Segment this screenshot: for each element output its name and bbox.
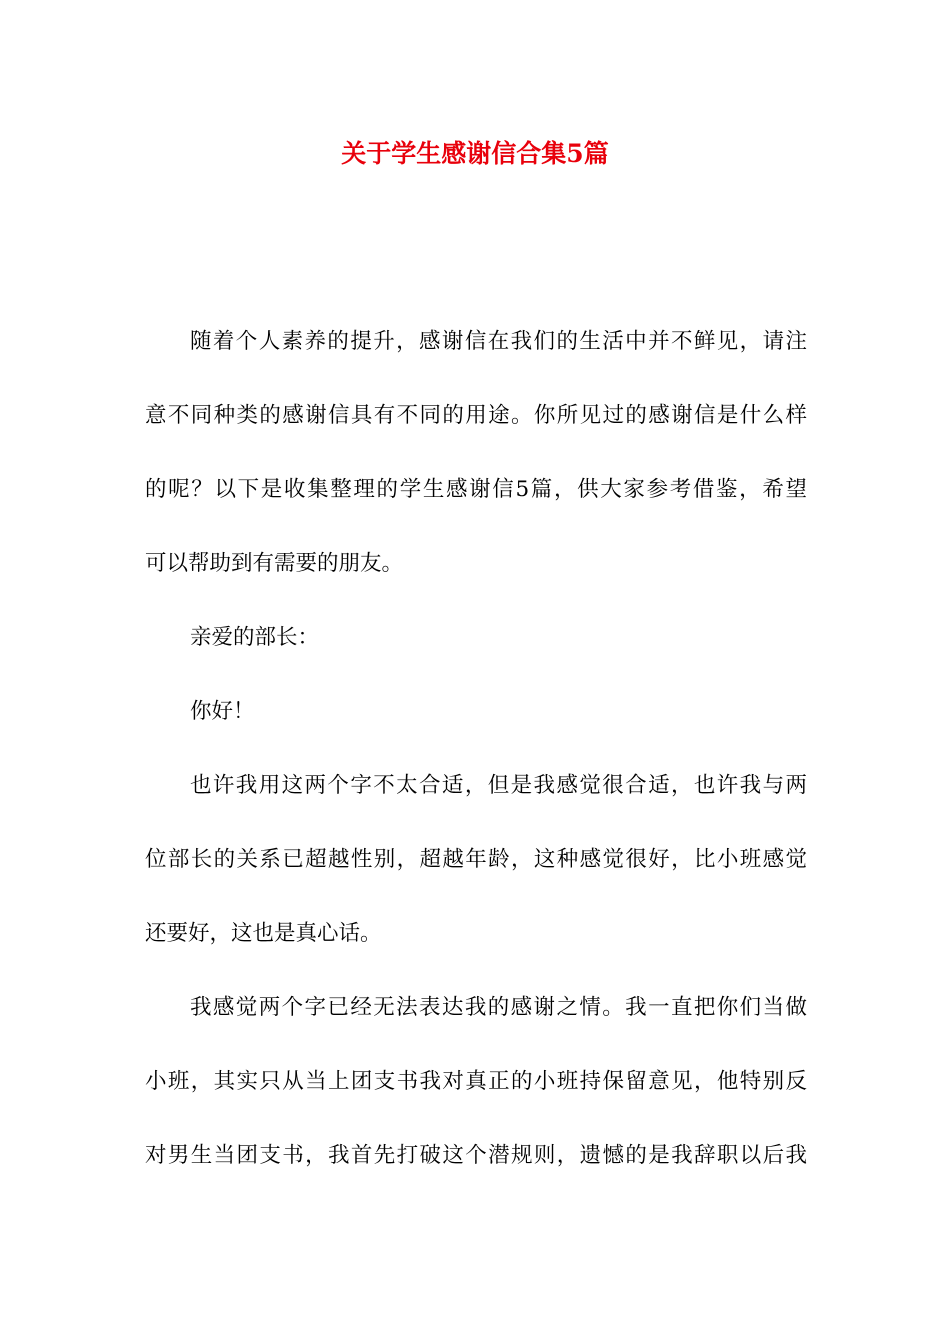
document-title: 关于学生感谢信合集5篇 <box>341 139 609 168</box>
paragraph-line: 对男生当团支书，我首先打破这个潜规则，遗憾的是我辞职以后我 <box>145 1143 807 1168</box>
paragraph-line: 还要好，这也是真心话。 <box>145 921 382 946</box>
paragraph-line: 我感觉两个字已经无法表达我的感谢之情。我一直把你们当做 <box>190 995 807 1020</box>
paragraph-line: 小班，其实只从当上团支书我对真正的小班持保留意见，他特别反 <box>145 1069 807 1094</box>
paragraph-line: 意不同种类的感谢信具有不同的用途。你所见过的感谢信是什么样 <box>145 403 807 428</box>
document-body <box>145 322 807 1210</box>
paragraph-line: 也许我用这两个字不太合适，但是我感觉很合适，也许我与两 <box>190 773 807 798</box>
paragraph-line: 的呢？以下是收集整理的学生感谢信5篇，供大家参考借鉴，希望 <box>145 477 807 502</box>
paragraph-line: 位部长的关系已超越性别，超越年龄，这种感觉很好，比小班感觉 <box>145 847 807 872</box>
greeting-line: 你好！ <box>190 699 255 724</box>
paragraph-line: 随着个人素养的提升，感谢信在我们的生活中并不鲜见，请注 <box>190 329 807 354</box>
salutation-line: 亲爱的部长： <box>190 625 320 650</box>
paragraph-line: 可以帮助到有需要的朋友。 <box>145 551 404 576</box>
